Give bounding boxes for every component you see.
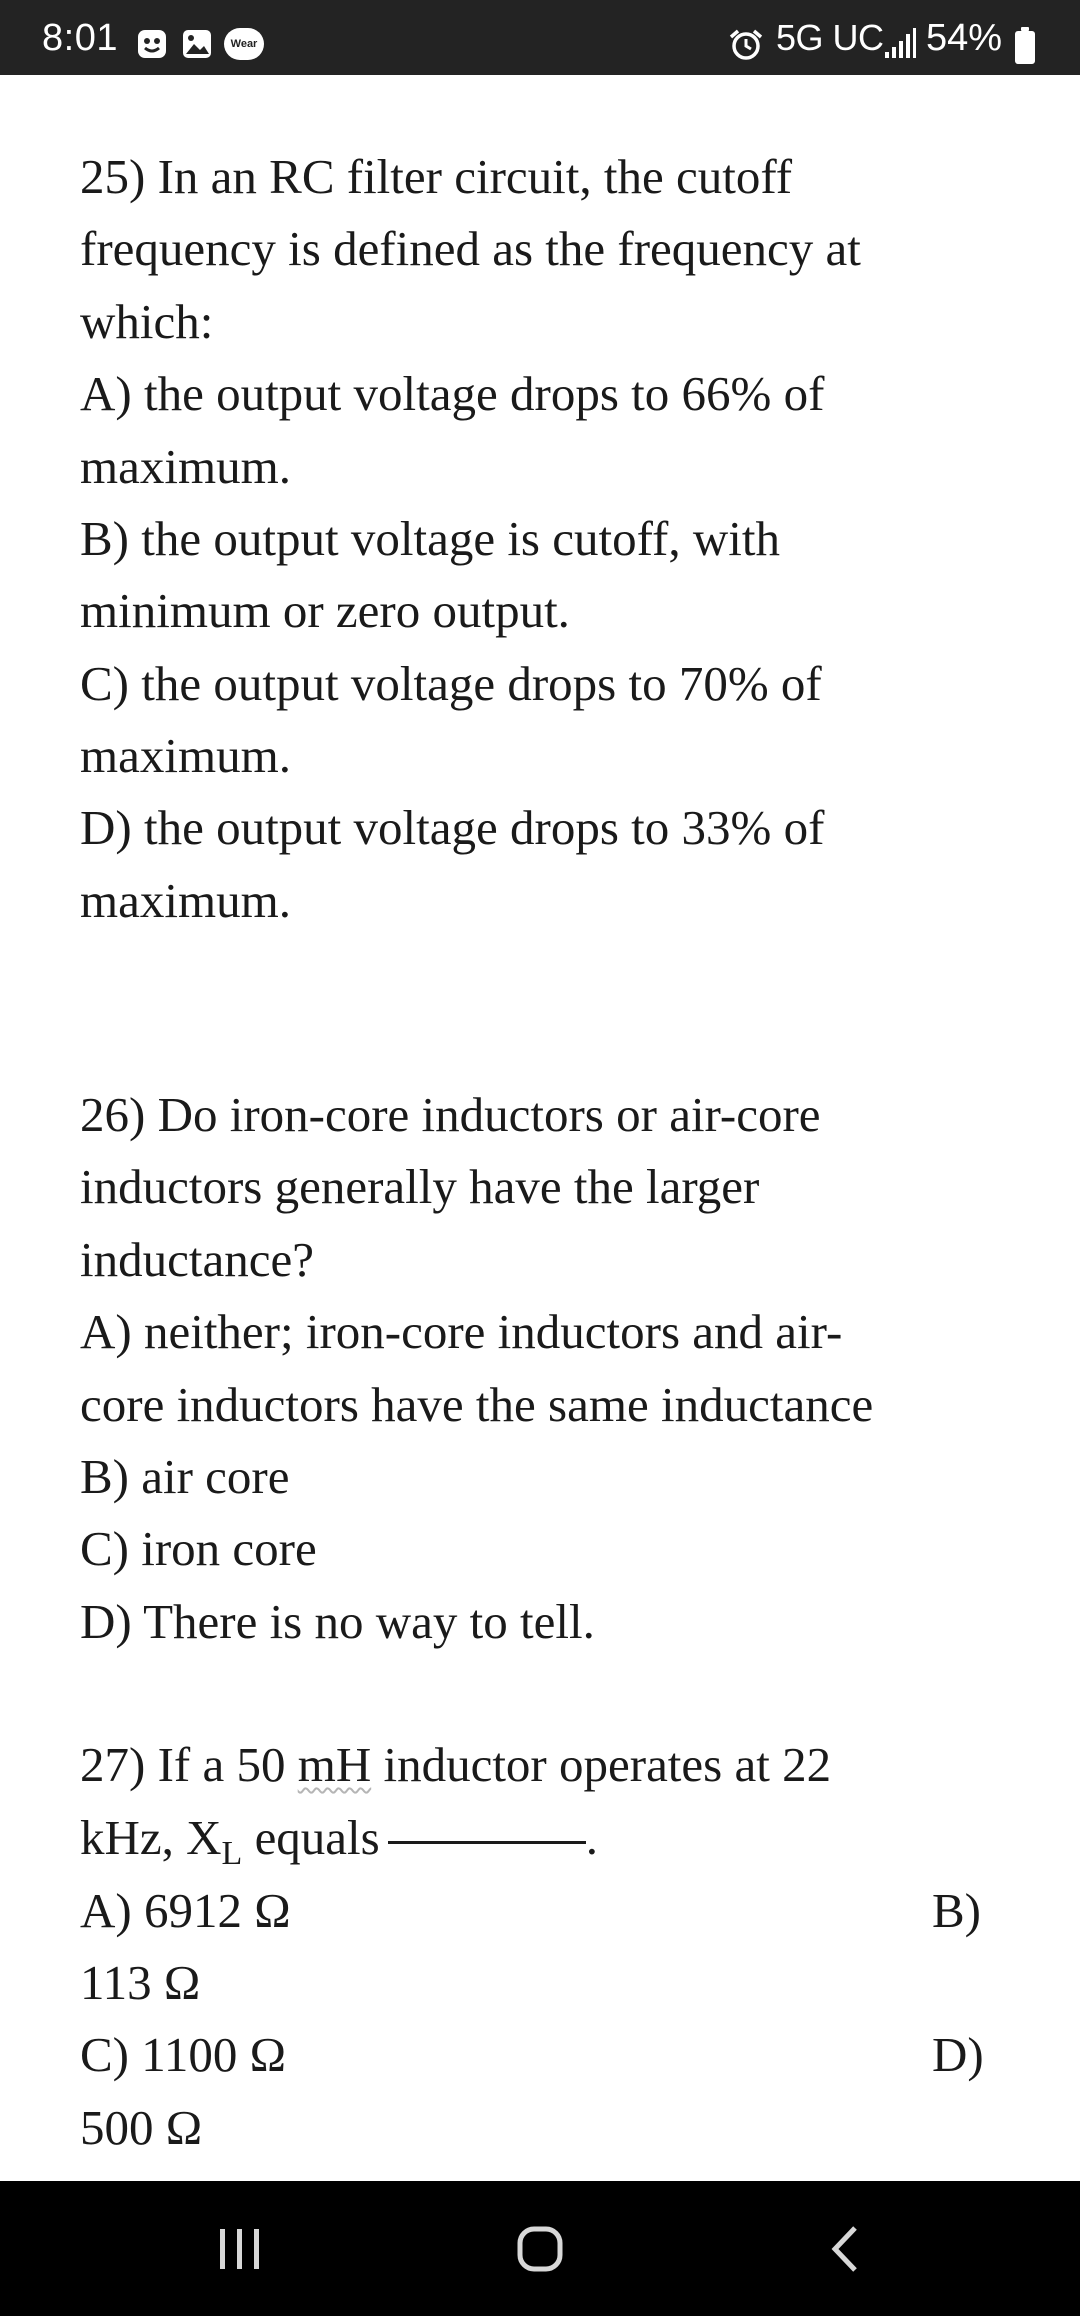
q25-line: maximum. [80,439,291,494]
q25-line: maximum. [80,728,291,783]
status-time: 8:01 [42,17,118,59]
navigation-bar [0,2181,1080,2316]
back-button[interactable] [744,2181,944,2316]
q26-line: core inductors have the same inductance [80,1377,874,1432]
q26-option-a: A) neither; iron-core inductors and air- [80,1304,843,1359]
status-bar [0,0,1080,75]
face-notification-icon [136,28,168,60]
q25-line: frequency is defined as the frequency at [80,221,861,276]
gallery-notification-icon [181,28,213,60]
recent-apps-icon [217,2227,263,2271]
q27-option-c: C) 1100 Ω [80,2027,287,2082]
q27-option-b-value: 113 Ω [80,1955,201,2010]
battery-percent: 54% [926,17,1003,59]
q27-option-a: A) 6912 Ω [80,1883,291,1938]
q27-option-b-label: B) [932,1883,981,1938]
q27-text: inductor operates at 22 [371,1737,832,1792]
q25-line: which: [80,294,214,349]
home-icon [516,2225,564,2273]
q26-line: inductance? [80,1232,314,1287]
q25-option-a: A) the output voltage drops to 66% of [80,366,825,421]
q27-option-d-value: 500 Ω [80,2100,203,2155]
q26-line: 26) Do iron-core inductors or air-core [80,1087,821,1142]
q26-option-b: B) air core [80,1449,290,1504]
q27-unit-spellcheck: mH [297,1737,372,1792]
back-chevron-icon [827,2224,861,2274]
q27-subscript: L [221,1835,243,1872]
answer-blank [388,1840,586,1844]
wear-notification-icon [224,28,264,60]
q26-line: inductors generally have the larger [80,1159,760,1214]
q27-line-2 [80,1802,598,1880]
wear-label: Wear [230,38,258,50]
network-type: 5G UC [776,17,884,58]
q27-text: kHz, X [80,1810,222,1865]
q27-text: 27) If a 50 [80,1737,298,1792]
recent-apps-button[interactable] [140,2181,340,2316]
q25-option-c: C) the output voltage drops to 70% of [80,656,822,711]
document-view[interactable] [0,75,1080,2181]
q27-option-d-label: D) [932,2027,984,2082]
alarm-icon [728,28,764,62]
q25-line: maximum. [80,873,291,928]
q25-line: 25) In an RC filter circuit, the cutoff [80,149,793,204]
q26-option-c: C) iron core [80,1521,317,1576]
q27-text: . [585,1810,598,1865]
q27-text: equals [242,1810,380,1865]
q25-option-d: D) the output voltage drops to 33% of [80,800,825,855]
battery-icon [1014,27,1036,65]
q25-option-b: B) the output voltage is cutoff, with [80,511,780,566]
q26-option-d: D) There is no way to tell. [80,1594,595,1649]
q25-line: minimum or zero output. [80,583,570,638]
signal-strength-icon [884,26,916,60]
home-button[interactable] [440,2181,640,2316]
q27-line-1 [80,1729,831,1801]
